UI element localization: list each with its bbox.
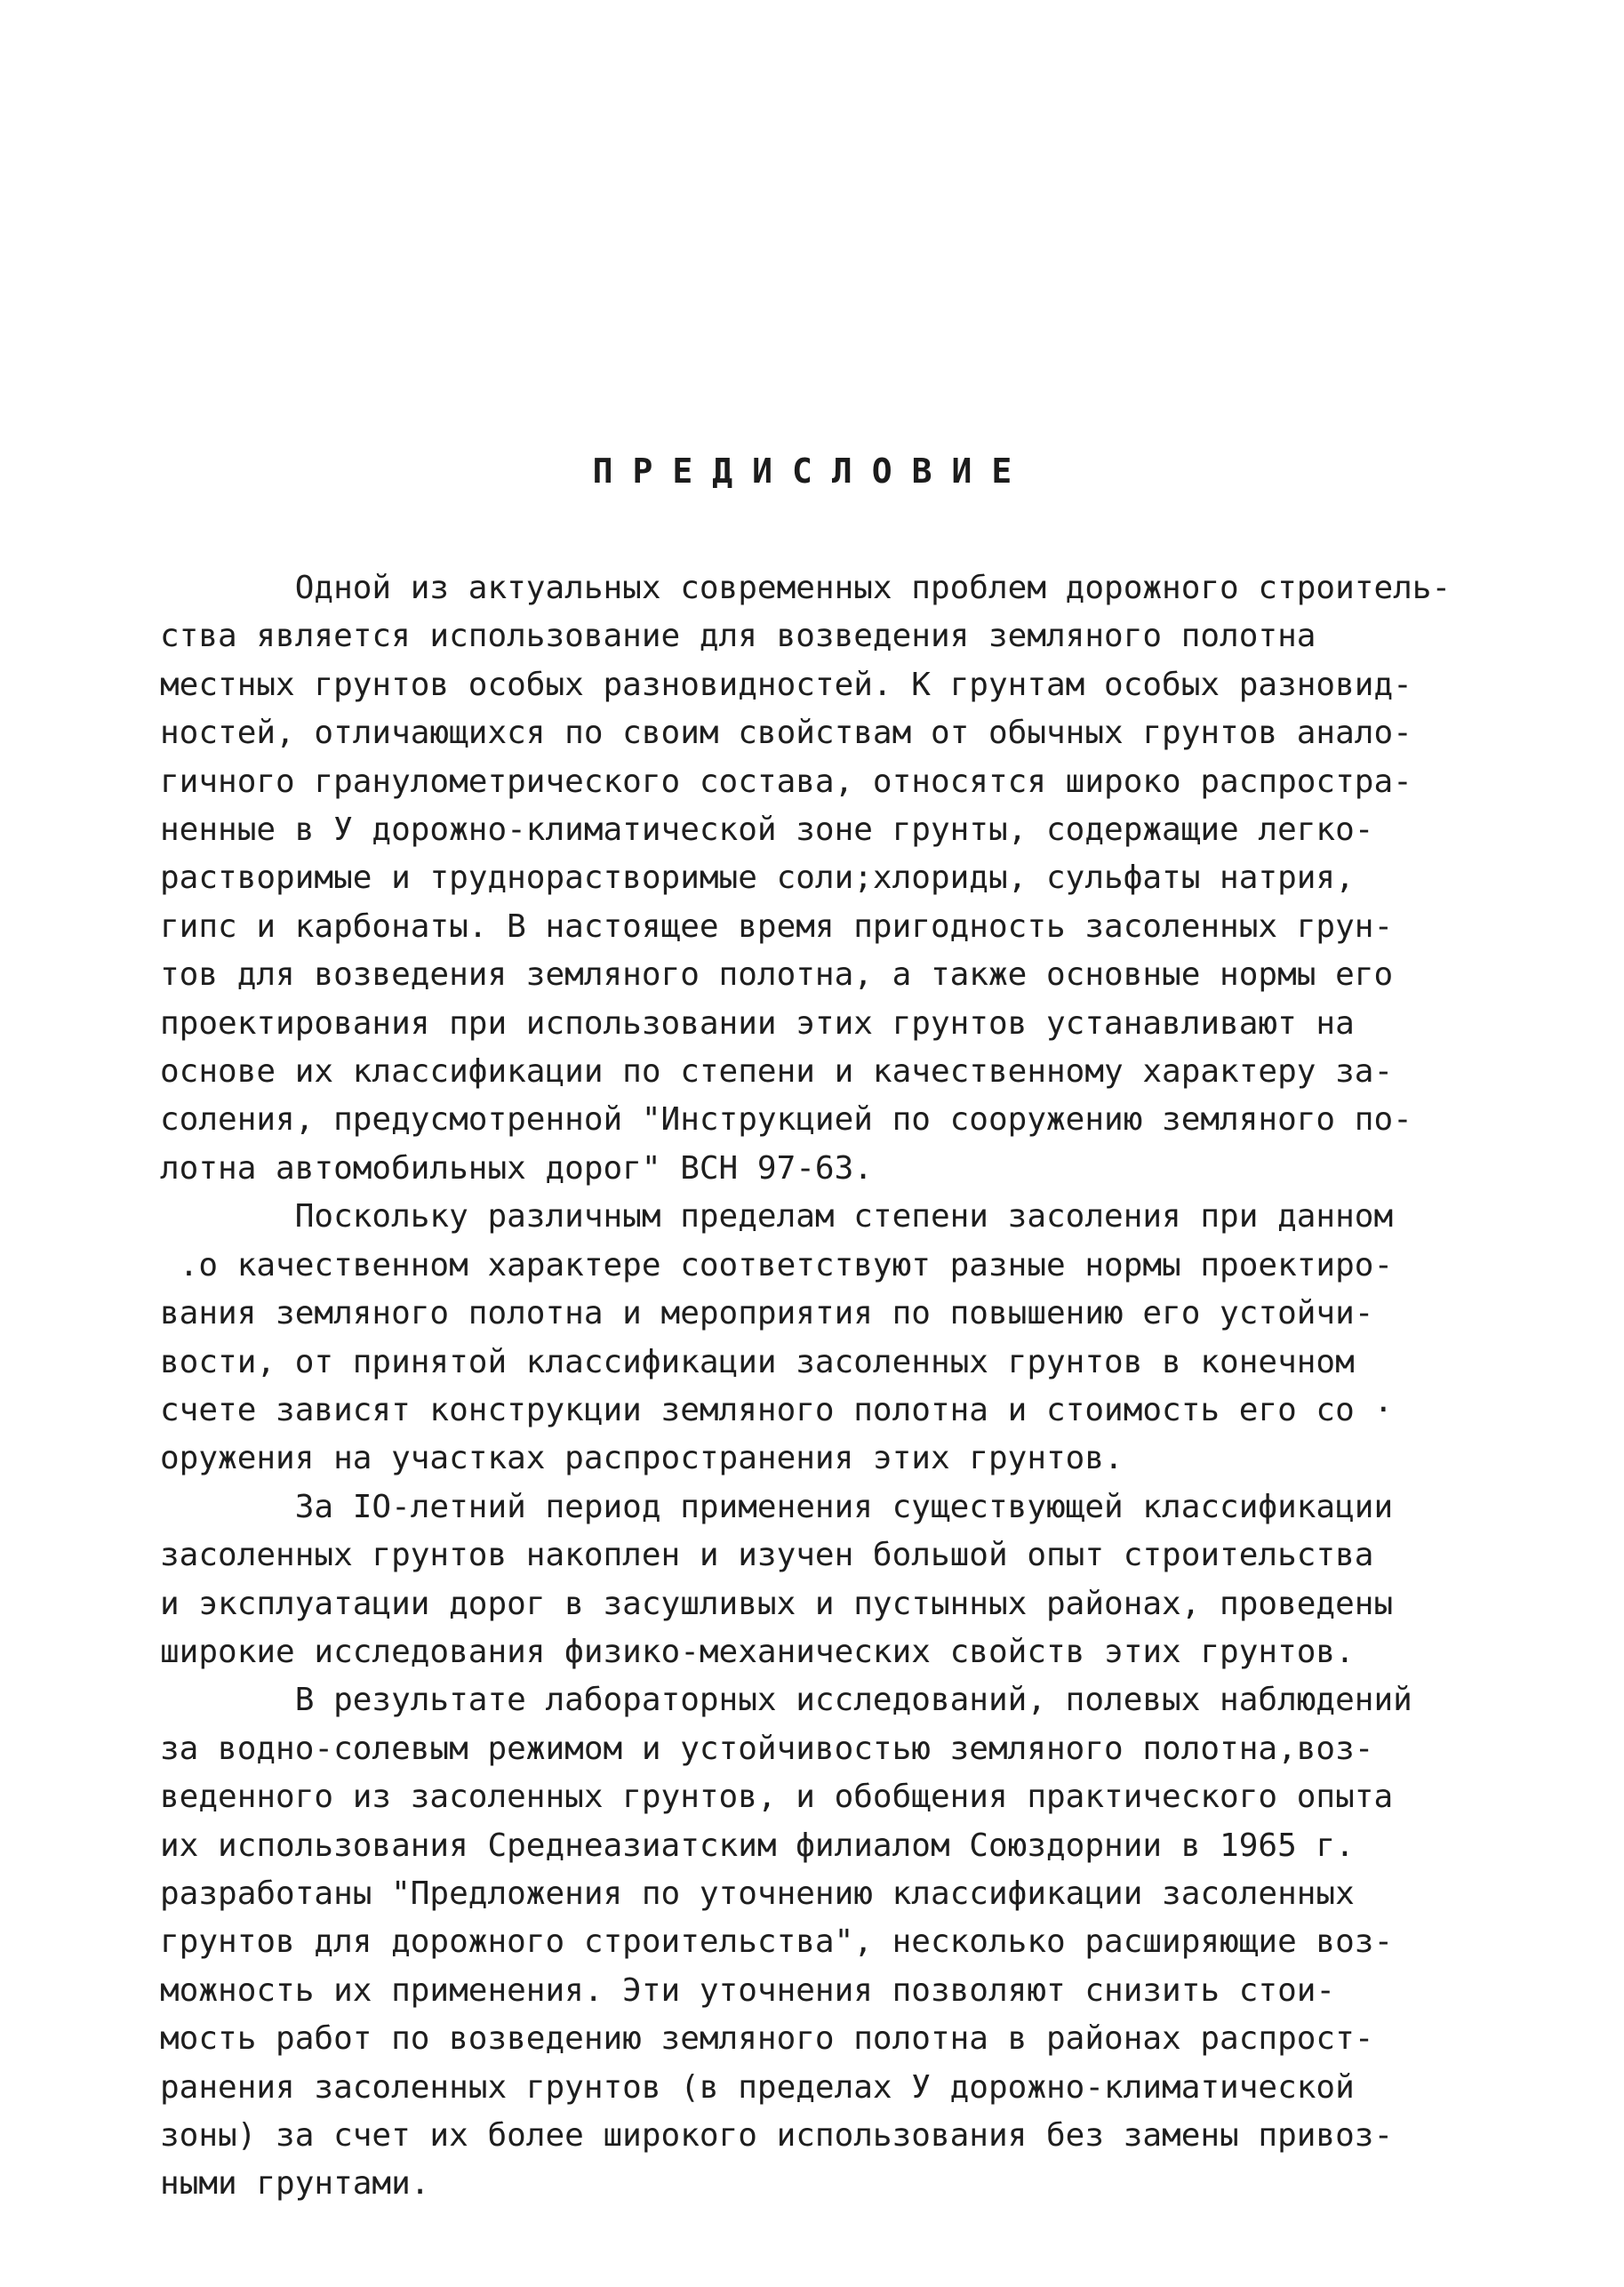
text-line: Одной из актуальных современных проблем дорожного строитель- [160,570,1452,606]
text-line: основе их классификации по степени и качественному характеру за- [160,1053,1394,1091]
text-line: местных грунтов особых разновидностей. К грунтам особых разновид- [160,666,1412,703]
text-line: можность их применения. Эти уточнения позволяют снизить стои- [160,1971,1336,2009]
text-line: их использования Среднеазиатским филиалом Союздорнии в 1965 г. [160,1827,1355,1864]
page-title: ПРЕДИСЛОВИЕ [592,452,1032,491]
text-line: гипс и карбонаты. В настоящее время пригодность засоленных грун- [160,908,1394,945]
paragraph [160,1483,1394,1677]
text-line: ными грунтами. [160,2165,430,2203]
paragraph [160,1676,1412,2208]
text-line: соления, предусмотренной "Инструкцией по сооружению земляного по- [160,1101,1412,1139]
text-line: разработаны "Предложения по уточнению классификации засоленных [160,1875,1355,1912]
text-line: мость работ по возведению земляного полотна в районах распрост- [160,2020,1374,2058]
text-line: вости, от принятой классификации засоленных грунтов в конечном [160,1343,1355,1380]
text-line: зоны) за счет их более широкого использования без замены привоз- [160,2117,1394,2154]
text-line: грунтов для дорожного строительства", несколько расширяющие воз- [160,1923,1394,1961]
document-body [160,564,1452,2209]
text-line: гичного гранулометрического состава, относятся широко распростра- [160,763,1412,800]
text-line: веденного из засоленных грунтов, и обобщения практического опыта [160,1779,1394,1816]
text-line: лотна автомобильных дорог" ВСН 97-63. [160,1149,873,1187]
text-line: Поскольку различным пределам степени засоления при данном [160,1198,1394,1235]
text-line: .о качественном характере соответствуют разные нормы проектиро- [160,1246,1394,1283]
text-line: ностей, отличающихся по своим свойствам от обычных грунтов анало- [160,715,1412,752]
text-line: и эксплуатации дорог в засушливых и пустынных районах, проведены [160,1585,1394,1622]
text-line: засоленных грунтов накоплен и изучен большой опыт строительства [160,1537,1374,1574]
text-line: За IO-летний период применения существующей классификации [160,1488,1394,1525]
text-line: за водно-солевым режимом и устойчивостью земляного полотна,воз- [160,1730,1374,1767]
text-line: оружения на участках распространения этих грунтов. [160,1440,1124,1477]
text-line: ства является использование для возведения земляного полотна [160,618,1316,655]
text-line: вания земляного полотна и мероприятия по повышению его устойчи- [160,1295,1374,1332]
text-line: ранения засоленных грунтов (в пределах У дорожно-климатической [160,2068,1355,2106]
text-line: растворимые и труднорастворимые соли;хлориды, сульфаты натрия, [160,860,1355,897]
paragraph [160,564,1452,1193]
paragraph [160,1193,1394,1483]
text-line: широкие исследования физико-механических свойств этих грунтов. [160,1633,1355,1670]
text-line: ненные в У дорожно-климатической зоне грунты, содержащие легко- [160,812,1374,849]
text-line: тов для возведения земляного полотна, а также основные нормы его [160,956,1394,994]
text-line: проектирования при использовании этих грунтов устанавливают на [160,1004,1355,1042]
text-line: В результате лабораторных исследований, полевых наблюдений [160,1682,1412,1719]
text-line: счете зависят конструкции земляного полотна и стоимость его со · [160,1391,1394,1428]
